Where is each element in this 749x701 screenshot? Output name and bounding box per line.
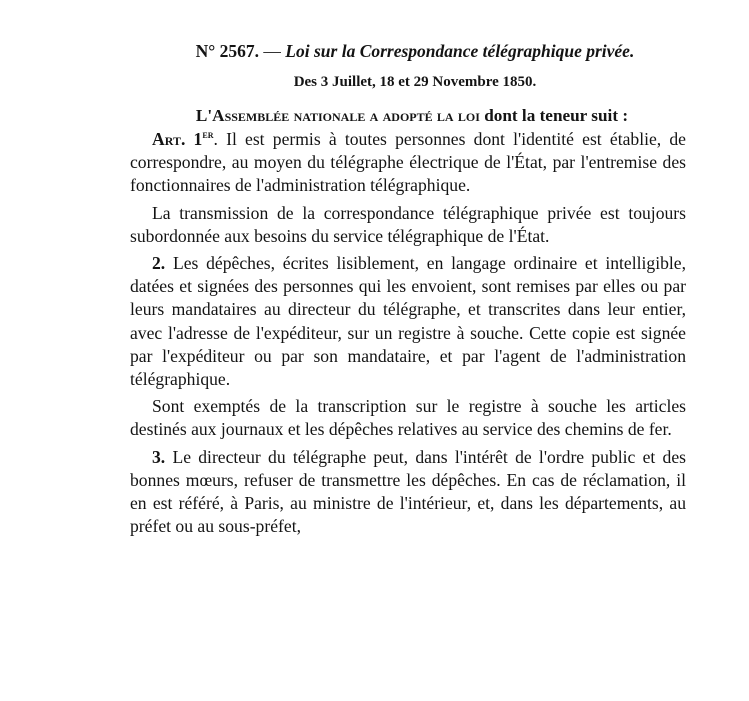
- law-dates: Des 3 Juillet, 18 et 29 Novembre 1850.: [293, 74, 537, 90]
- article-2-paragraph-1: [130, 252, 686, 391]
- document-page: [130, 38, 686, 538]
- preamble-assembly: L'Assemblée nationale a adopté la loi: [195, 106, 480, 125]
- article-3-number: 3.: [152, 446, 166, 467]
- article-1-label-text: Art. 1: [152, 129, 203, 149]
- article-2-paragraph-2: Sont exemptés de la transcription sur le registre à souche les articles destinés aux journaux et les dépêches relatives au service des chemins de fer.: [130, 396, 686, 440]
- heading-dash: —: [259, 41, 286, 61]
- article-3-text: Le directeur du télégraphe peut, dans l'intérêt de l'ordre public et des bonnes mœurs, refuser de transmettre les dépêches. En cas de réclamation, il en est référé, à Paris, au ministre de l'intérieur, et, dans les départements, au préfet ou au sous-préfet,: [130, 446, 686, 537]
- law-number: N° 2567.: [195, 41, 260, 61]
- article-2-number: 2.: [152, 253, 166, 274]
- article-1-label-sup: er: [202, 129, 214, 142]
- preamble-rest: dont la teneur suit :: [479, 106, 629, 125]
- article-1-paragraph-1: [130, 128, 686, 198]
- law-title: Loi sur la Correspondance télégraphique privée.: [285, 41, 635, 61]
- article-3-paragraph-1: [130, 446, 686, 539]
- law-heading: [130, 38, 686, 64]
- preamble: [130, 104, 686, 128]
- article-2-text: Les dépêches, écrites lisiblement, en langage ordinaire et intelligible, datées et signées des personnes qui les envoient, sont remises par elles ou par leurs mandataires au directeur du télégraphe, et transcrites dans leur entier, avec l'adresse de l'expéditeur, sur un registre à souche. Cette copie est signée par l'expéditeur ou par son mandataire, et par l'agent de l'administration télégraphique.: [130, 253, 686, 390]
- article-1-paragraph-2: La transmission de la correspondance télégraphique privée est toujours subordonnée aux besoins du service télégraphique de l'État.: [130, 202, 686, 246]
- article-1-text: . Il est permis à toutes personnes dont l'identité est établie, de correspondre, au moyen du télégraphe électrique de l'État, par l'entremise des fonctionnaires de l'administration télégraphique.: [130, 129, 686, 196]
- article-1-label: [152, 129, 213, 149]
- law-body: [130, 128, 686, 538]
